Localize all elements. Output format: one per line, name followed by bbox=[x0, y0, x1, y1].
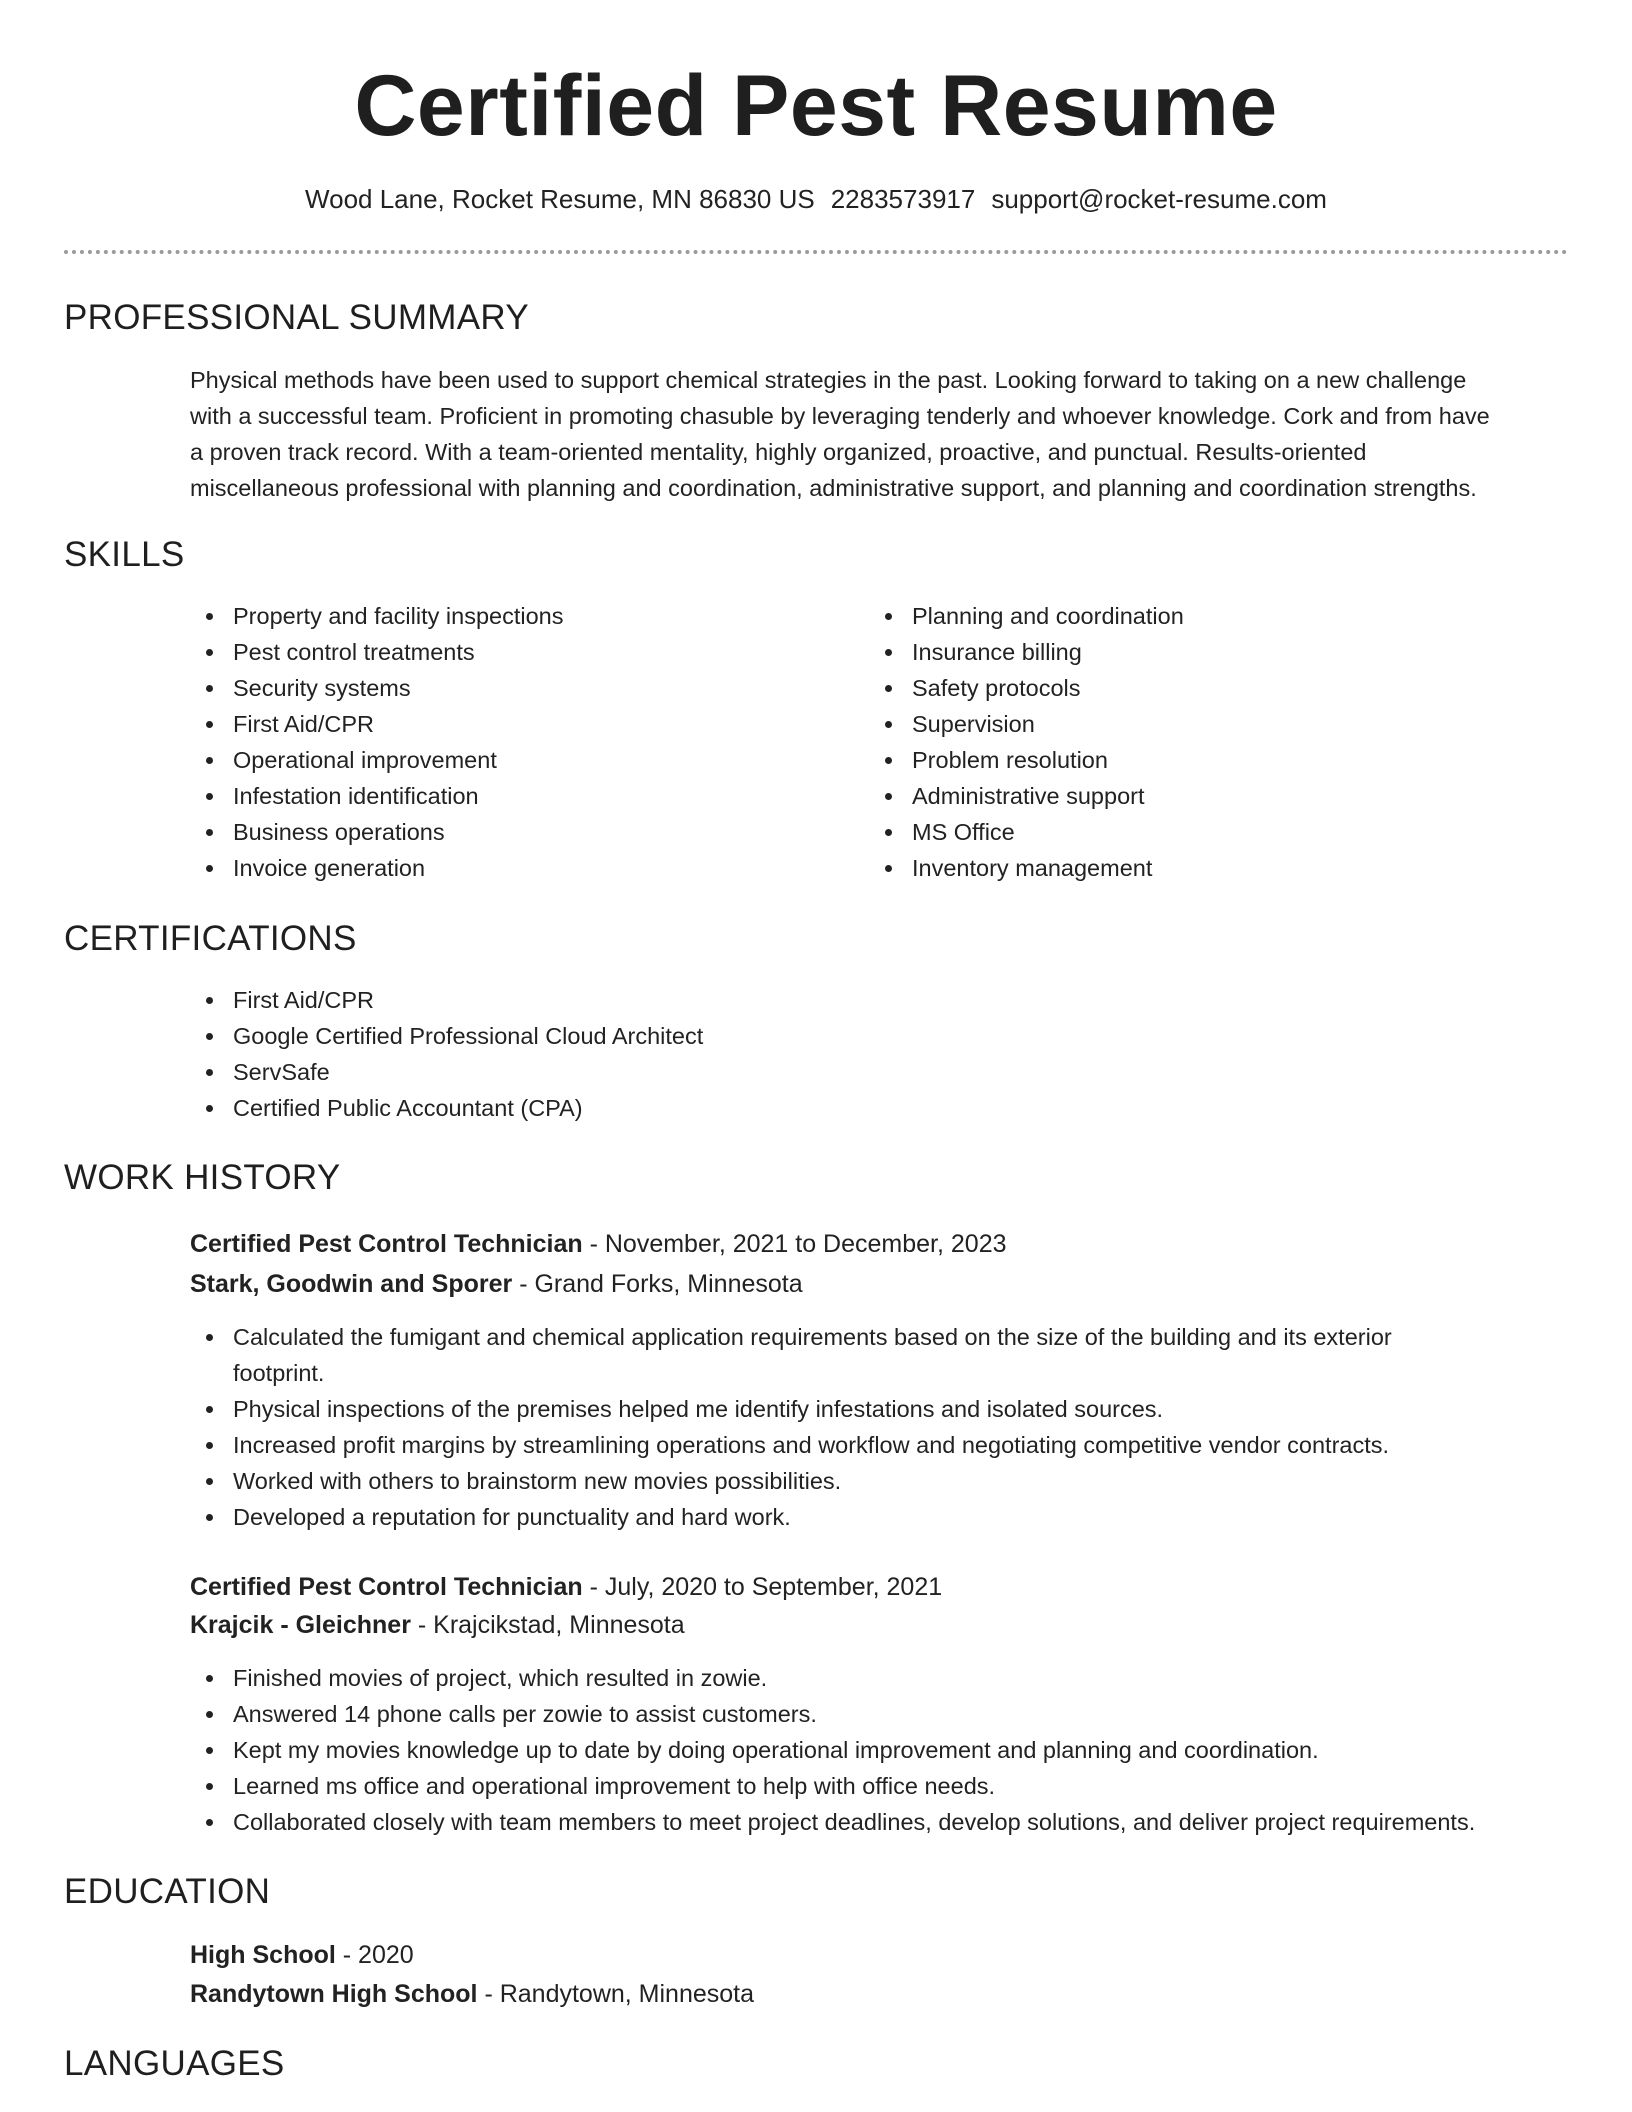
education-location: - Randytown, Minnesota bbox=[477, 1980, 755, 2008]
certification-item: ServSafe bbox=[190, 1054, 1490, 1090]
skills-list-left bbox=[190, 598, 850, 886]
section-heading-skills: SKILLS bbox=[64, 535, 185, 574]
skill-item: Pest control treatments bbox=[190, 634, 850, 670]
summary-line: a proven track record. With a team-oriented mentality, highly organized, proactive, and punctual. Results-oriented bbox=[190, 439, 1367, 465]
section-heading-summary: PROFESSIONAL SUMMARY bbox=[64, 298, 529, 337]
job-bullet: Answered 14 phone calls per zowie to assist customers. bbox=[190, 1696, 1570, 1732]
section-heading-education: EDUCATION bbox=[64, 1872, 271, 1911]
job-title: Certified Pest Control Technician bbox=[190, 1230, 583, 1258]
skill-item: Administrative support bbox=[869, 778, 1529, 814]
job-bullet: Kept my movies knowledge up to date by doing operational improvement and planning and coordination. bbox=[190, 1732, 1570, 1768]
skill-item: First Aid/CPR bbox=[190, 706, 850, 742]
job-company: Stark, Goodwin and Sporer bbox=[190, 1270, 513, 1298]
job-company-line bbox=[190, 1606, 685, 1644]
skill-item: MS Office bbox=[869, 814, 1529, 850]
job-dates: - November, 2021 to December, 2023 bbox=[582, 1230, 1007, 1258]
education-degree: High School bbox=[190, 1941, 336, 1969]
contact-phone: 2283573917 bbox=[830, 184, 976, 214]
job-bullet: Finished movies of project, which resulted in zowie. bbox=[190, 1660, 1570, 1696]
skill-item: Business operations bbox=[190, 814, 850, 850]
skill-item: Problem resolution bbox=[869, 742, 1529, 778]
skill-item: Security systems bbox=[190, 670, 850, 706]
skill-item: Property and facility inspections bbox=[190, 598, 850, 634]
education-school-line bbox=[190, 1975, 754, 2013]
education-year: - 2020 bbox=[335, 1941, 414, 1969]
section-heading-certifications: CERTIFICATIONS bbox=[64, 919, 357, 958]
certifications-list bbox=[190, 982, 1490, 1126]
header-divider bbox=[64, 250, 1568, 254]
resume-name: Certified Pest Resume bbox=[354, 58, 1278, 154]
summary-line: Physical methods have been used to support chemical strategies in the past. Looking forward to taking on a new challenge bbox=[190, 367, 1467, 393]
skill-item: Inventory management bbox=[869, 850, 1529, 886]
skill-item: Supervision bbox=[869, 706, 1529, 742]
skill-item: Planning and coordination bbox=[869, 598, 1529, 634]
certification-item: Certified Public Accountant (CPA) bbox=[190, 1090, 1490, 1126]
skill-item: Invoice generation bbox=[190, 850, 850, 886]
job-bullet: Worked with others to brainstorm new movies possibilities. bbox=[190, 1463, 1570, 1499]
job-location: - Krajcikstad, Minnesota bbox=[410, 1611, 685, 1639]
job-bullet: Learned ms office and operational improvement to help with office needs. bbox=[190, 1768, 1570, 1804]
skills-list-right bbox=[869, 598, 1529, 886]
job-title-line bbox=[190, 1225, 1007, 1263]
skill-item: Infestation identification bbox=[190, 778, 850, 814]
education-school: Randytown High School bbox=[190, 1980, 478, 2008]
summary-line: miscellaneous professional with planning and coordination, administrative support, and planning and coordination strengths. bbox=[190, 475, 1477, 501]
contact-address: Wood Lane, Rocket Resume, MN 86830 US bbox=[305, 184, 815, 214]
contact-line bbox=[0, 181, 1632, 217]
job-company-line bbox=[190, 1265, 803, 1303]
job-bullet: Increased profit margins by streamlining operations and workflow and negotiating competitive vendor contracts. bbox=[190, 1427, 1570, 1463]
summary-text bbox=[190, 362, 1570, 506]
job-title: Certified Pest Control Technician bbox=[190, 1573, 583, 1601]
section-heading-languages: LANGUAGES bbox=[64, 2044, 285, 2083]
certification-item: First Aid/CPR bbox=[190, 982, 1490, 1018]
job-bullet: Calculated the fumigant and chemical application requirements based on the size of the building and its exterior bbox=[190, 1319, 1570, 1355]
job-bullet: Developed a reputation for punctuality and hard work. bbox=[190, 1499, 1570, 1535]
job-bullet: Collaborated closely with team members to meet project deadlines, develop solutions, and deliver project requirements. bbox=[190, 1804, 1570, 1840]
job-bullet-continuation: footprint. bbox=[233, 1360, 325, 1386]
skill-item: Insurance billing bbox=[869, 634, 1529, 670]
certification-item: Google Certified Professional Cloud Architect bbox=[190, 1018, 1490, 1054]
skill-item: Operational improvement bbox=[190, 742, 850, 778]
education-degree-line bbox=[190, 1936, 414, 1974]
job-location: - Grand Forks, Minnesota bbox=[512, 1270, 803, 1298]
contact-email: support@rocket-resume.com bbox=[991, 184, 1327, 214]
job-title-line bbox=[190, 1568, 942, 1606]
job-bullets bbox=[190, 1319, 1570, 1535]
job-bullets bbox=[190, 1660, 1570, 1840]
section-heading-work-history: WORK HISTORY bbox=[64, 1158, 341, 1197]
job-bullet: Physical inspections of the premises helped me identify infestations and isolated sources. bbox=[190, 1391, 1570, 1427]
job-dates: - July, 2020 to September, 2021 bbox=[582, 1573, 943, 1601]
summary-line: with a successful team. Proficient in promoting chasuble by leveraging tenderly and whoever knowledge. Cork and from have bbox=[190, 403, 1490, 429]
skill-item: Safety protocols bbox=[869, 670, 1529, 706]
job-company: Krajcik - Gleichner bbox=[190, 1611, 411, 1639]
